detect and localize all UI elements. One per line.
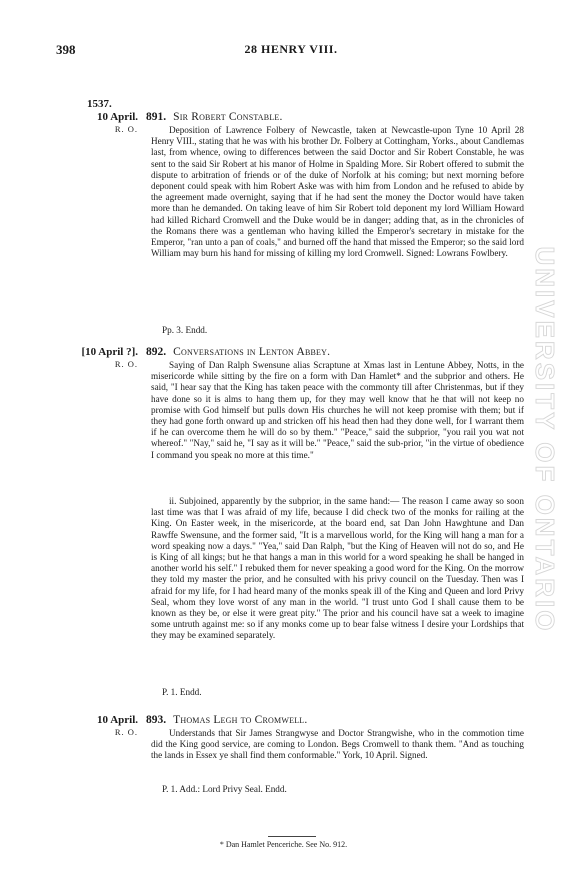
entry-number: 892. <box>146 346 167 358</box>
entry-date: 10 April. <box>97 111 138 123</box>
page-number: 398 <box>56 42 76 57</box>
entry-paragraph: Deposition of Lawrence Folbery of Newcastle, taken at Newcastle-upon Tyne 10 April 28 Henry VIII., stating that he was with his brother Dr. Folbery at Cottingham, Yorks., about Candlemas last, from whence, owing to differences between the said Doctor and Sir Robert Constable, he was sent to the said Sir Robert at his manor of Holme in Spalding More. Sir Robert offered to submit the dispute to arbitration of friends or of the duke of Norfolk at his coming; but next morning before deponent could speak with him Robert Aske was with him from London and he refused to abide by the agreement made overnight, saying that if he had sent the money the Doctor would have taken more than he demanded. On taking leave of him Sir Robert told deponent my lord William Howard had killed Richard Cromwell and the Duke would be in danger; adding that, as in the chronicles of the Romans there was a gentleman who having killed the Emperor's secretary in mistake for the Emperor, "ran unto a pan of coals," and burned off the hand that missed the Emperor; so the said lord William may burn his hand for missing of killing my lord Cromwell. Signed: Lowrans Fowlbery. <box>151 125 524 259</box>
entry-date: [10 April ?]. <box>81 346 138 358</box>
entry-endnote: Pp. 3. Endd. <box>162 325 208 335</box>
footnote: * Dan Hamlet Penceriche. See No. 912. <box>219 840 348 849</box>
entry-number: 891. <box>146 111 167 123</box>
entry-title: Conversations in Lenton Abbey. <box>173 346 331 358</box>
entry-source: R. O. <box>114 359 138 369</box>
entry-title: Thomas Legh to Cromwell. <box>173 714 308 726</box>
entry-number: 893. <box>146 714 167 726</box>
entry-heading <box>146 111 283 124</box>
year-marker: 1537. <box>87 98 112 110</box>
entry-heading <box>146 714 307 727</box>
entry-891 <box>86 111 524 336</box>
entry-heading <box>146 346 330 359</box>
entry-892 <box>81 346 524 706</box>
entry-paragraph: Saying of Dan Ralph Swensune alias Scraptune at Xmas last in Lentune Abbey, Notts, in the misericorde while sitting by the fire on a form with Dan Hamlet* and the subprior and others. He said, "I hear say that the King has taken peace with the commonty till after Christenmas, but if they have done so it is alms to hang them up, for they may well know that he that will not keep no promise with God himself but pulls down His churches he will not keep promise with them; but if they had gone forth onward up and stricken off his head then had they done well, for I warrant them if he can overcome them he will do so by them." "Peace," said the subprior, "you rail you wat not whereof." "Nay," said he, "I say as it will be." "Peace," said the sub-prior, "in the virtue of obedience I command you speak no more at this time." <box>151 360 524 460</box>
entry-endnote: P. 1. Add.: Lord Privy Seal. Endd. <box>162 784 287 794</box>
entry-title: Sir Robert Constable. <box>173 111 283 123</box>
entry-source: R. O. <box>114 124 138 134</box>
running-head <box>56 42 526 60</box>
svg-text:UNIVERSITY OF ONTARIO: UNIVERSITY OF ONTARIO <box>530 246 560 634</box>
entry-paragraph: Understands that Sir James Strangwyse and Doctor Strangwishe, who in the commotion time did the King good service, are coming to London. Begs Cromwell to thank them. "And as touching the lands in Essex ye shall find them conformable." York, 10 April. Signed. <box>151 728 524 761</box>
entry-endnote: P. 1. Endd. <box>162 687 202 697</box>
entry-paragraph: ii. Subjoined, apparently by the subprior, in the same hand:— The reason I came away so soon last time was that I was afraid of my life, because I did check two of the monks for railing at the King. On Easter week, in the misericorde, at the board end, sat Dan John Hawghtune and Dan Rawffe Swensune, and the former said, "It is a marvellous world, for the King will hang a man for a word speaking now a days." "Yea," said Dan Ralph, "but the King of Heaven will not do so, and He is King of all kings; but he that hangs a man in this world for a word speaking he shall be hanged in another world his self." I rebuked them for never speaking a good word for the King. On the morrow they told my master the prior, and he consulted with his privy council on the Tuesday. Then was I afraid for my life, for I had heard many of the monks speak ill of the King and Queen and lord Privy Seal, whom they love worst of any man in the world. "I trust unto God I shall cause them to be known as they be, or else it were great pity." The prior and his council have sat a week to imagine some untruth against me: so if any monks come up to bear false witness I desire your Lordships that they may be examined separately. <box>151 496 524 641</box>
entry-date: 10 April. <box>97 714 138 726</box>
running-title: 28 HENRY VIII. <box>244 42 338 56</box>
entry-source: R. O. <box>114 727 138 737</box>
footnote-rule <box>268 836 316 837</box>
entry-893 <box>86 714 524 804</box>
